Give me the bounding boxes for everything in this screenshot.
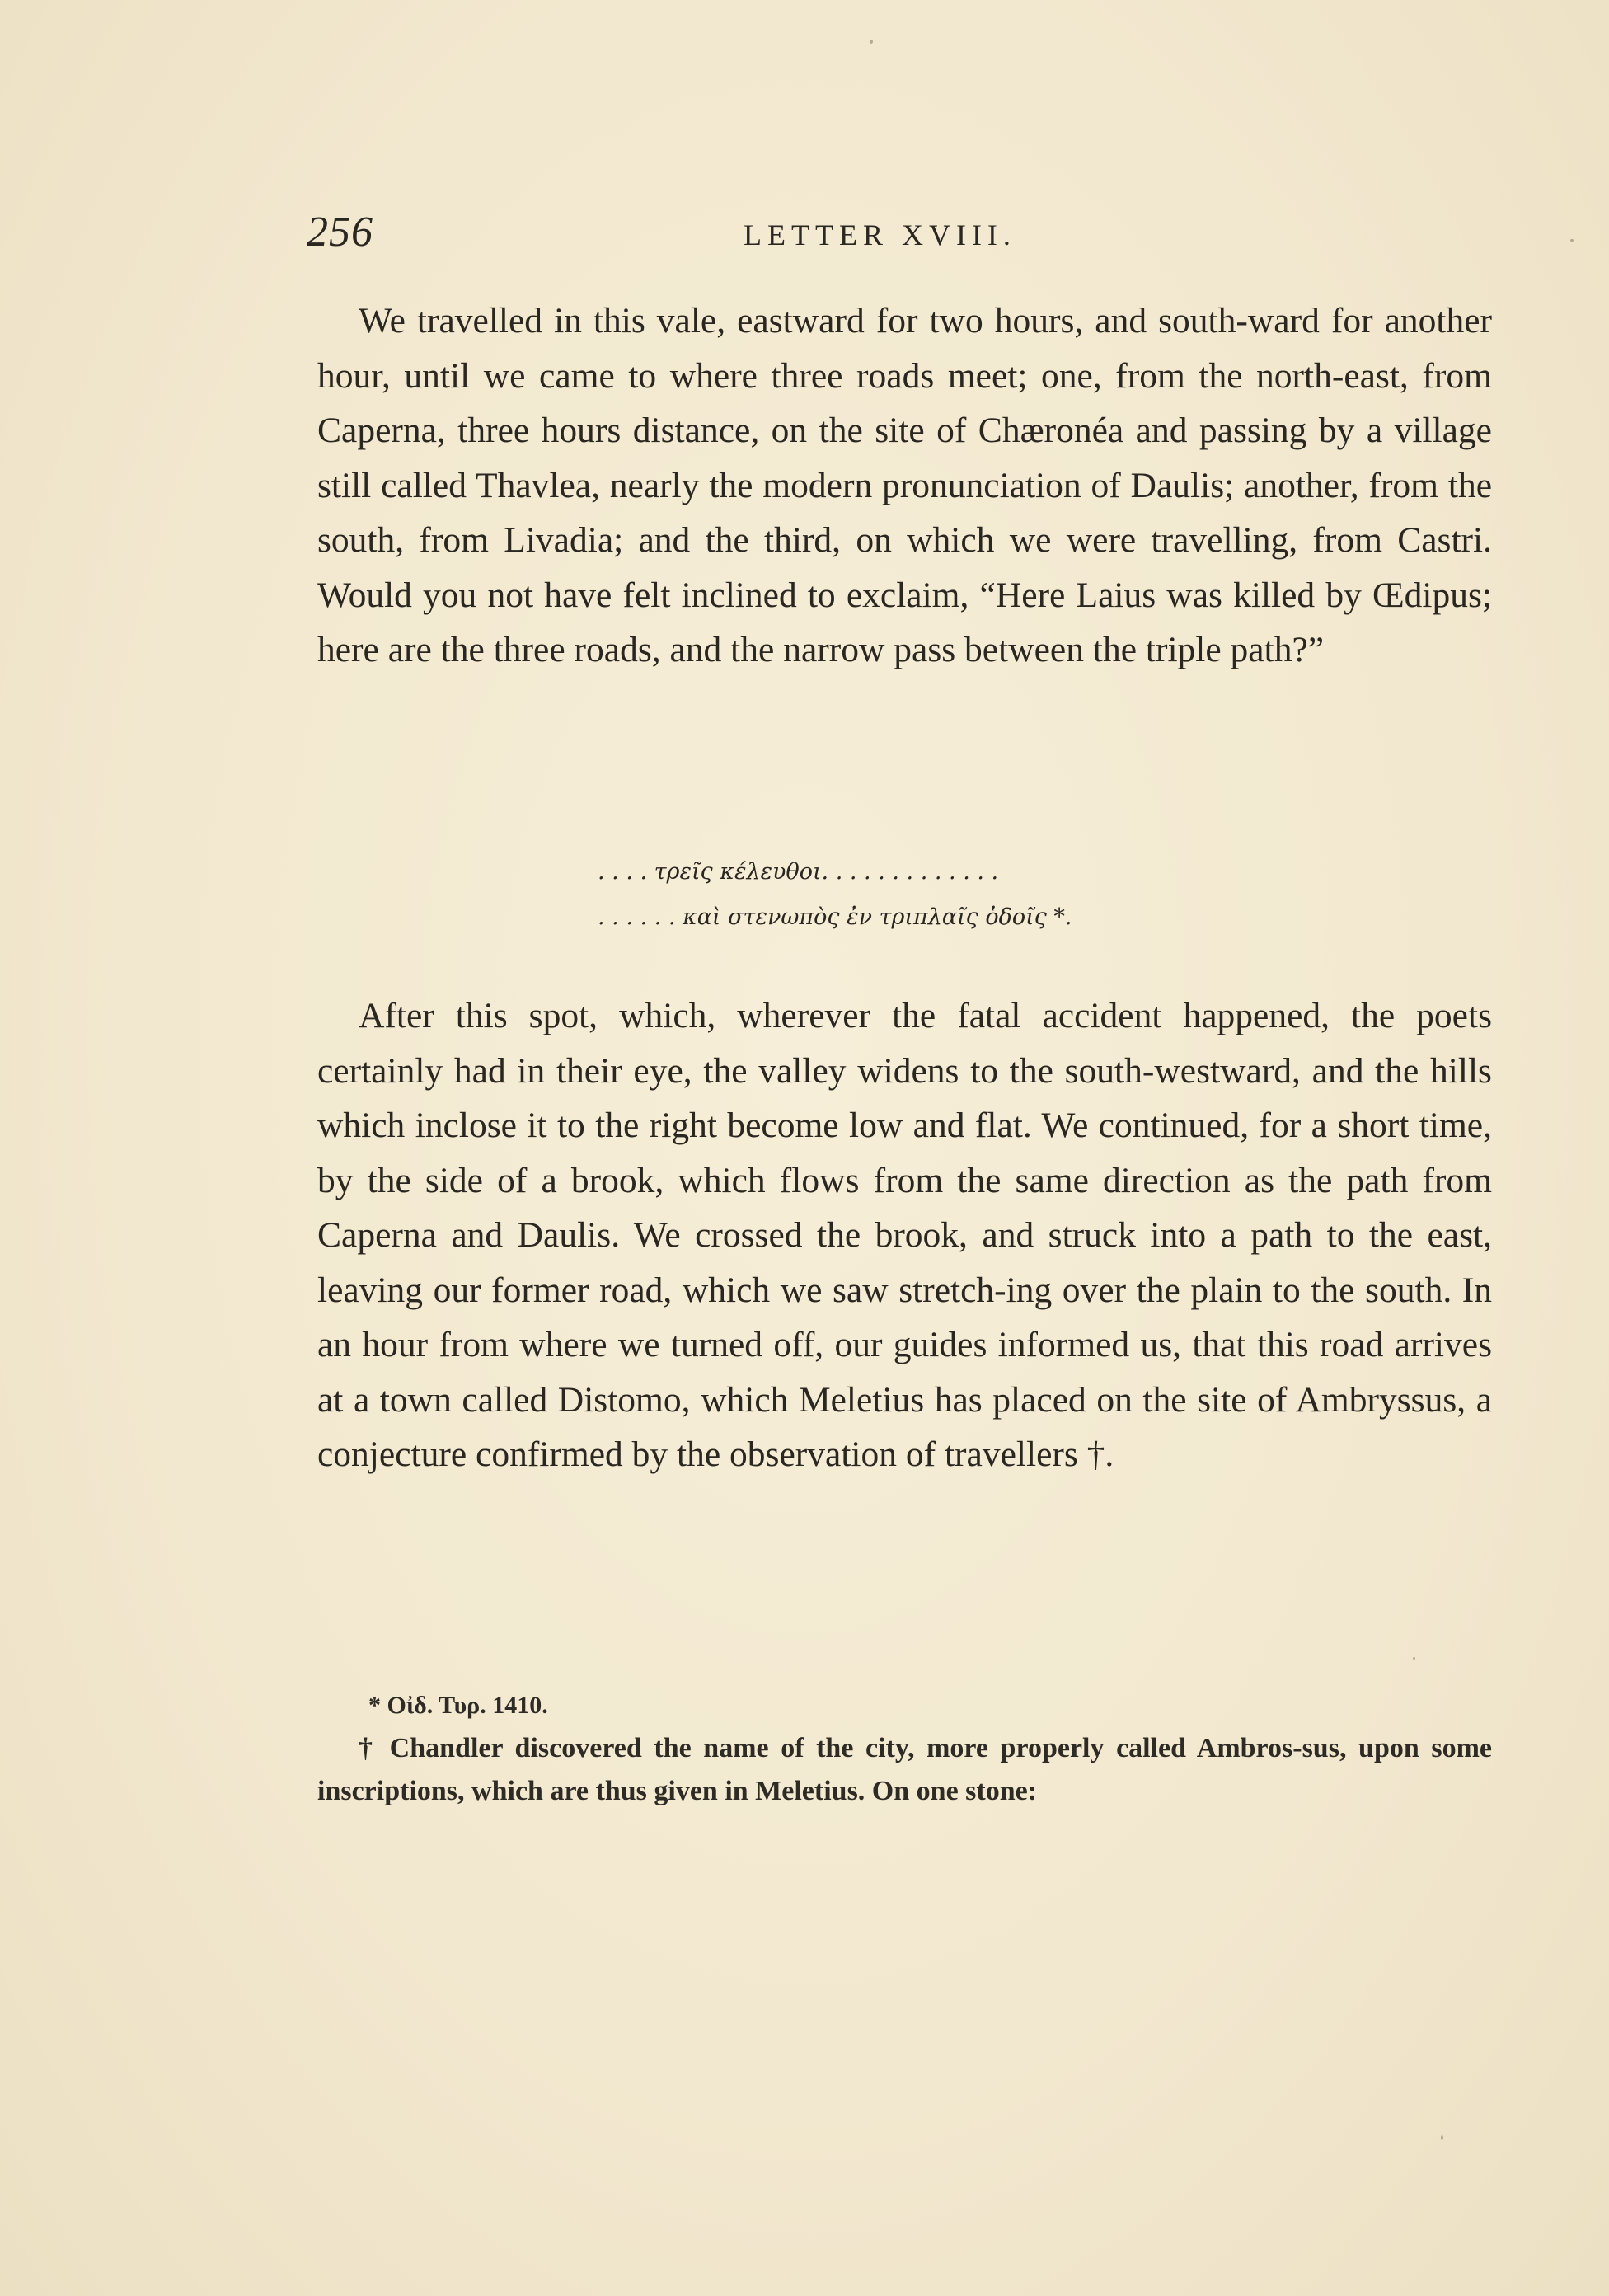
paper-speck	[1570, 239, 1574, 242]
paper-speck	[1441, 2135, 1443, 2140]
page-number: 256	[307, 209, 373, 256]
footnote-1: * Οἰδ. Τυρ. 1410.	[368, 1692, 548, 1719]
footnotes	[317, 1684, 1492, 1813]
main-text	[317, 293, 1492, 678]
main-text-continued	[317, 988, 1492, 1482]
greek-quotation	[598, 849, 1191, 940]
quote-line-1: . . . . τρεῖς κέλευθοι. . . . . . . . . . . . .	[598, 859, 999, 885]
paper-speck	[870, 40, 873, 44]
page-header	[307, 208, 1494, 265]
footnote-2: † Chandler discovered the name of the city, more properly called Ambros-sus, upon some inscriptions, which are thus given in Meletius. On one stone:	[317, 1733, 1492, 1806]
paragraph-1: We travelled in this vale, eastward for two hours, and south-ward for another hour, until we came to where three roads meet; one, from the north-east, from Caperna, three hours distance, on the site of Chæronéa and passing by a village still called Thavlea, nearly the modern pronunciation of Daulis; another, from the south, from Livadia; and the third, on which we were travelling, from Castri. Would you not have felt inclined to exclaim, “Here Laius was killed by Œdipus; here are the three roads, and the narrow pass between the triple path?”	[317, 301, 1492, 669]
paper-speck	[1413, 1657, 1415, 1660]
quote-line-2: . . . . . . καὶ στενωπὸς ἐν τριπλαῖς ὁδοῖς *.	[598, 904, 1072, 930]
running-head: LETTER XVIII.	[744, 218, 1016, 251]
paragraph-2: After this spot, which, wherever the fatal accident happened, the poets certainly had in their eye, the valley widens to the south-westward, and the hills which inclose it to the right become low and flat. We continued, for a short time, by the side of a brook, which flows from the same direction as the path from Caperna and Daulis. We crossed the brook, and struck into a path to the east, leaving our former road, which we saw stretch-ing over the plain to the south. In an hour from where we turned off, our guides informed us, that this road arrives at a town called Distomo, which Meletius has placed on the site of Ambryssus, a conjecture confirmed by the observation of travellers †.	[317, 996, 1492, 1474]
